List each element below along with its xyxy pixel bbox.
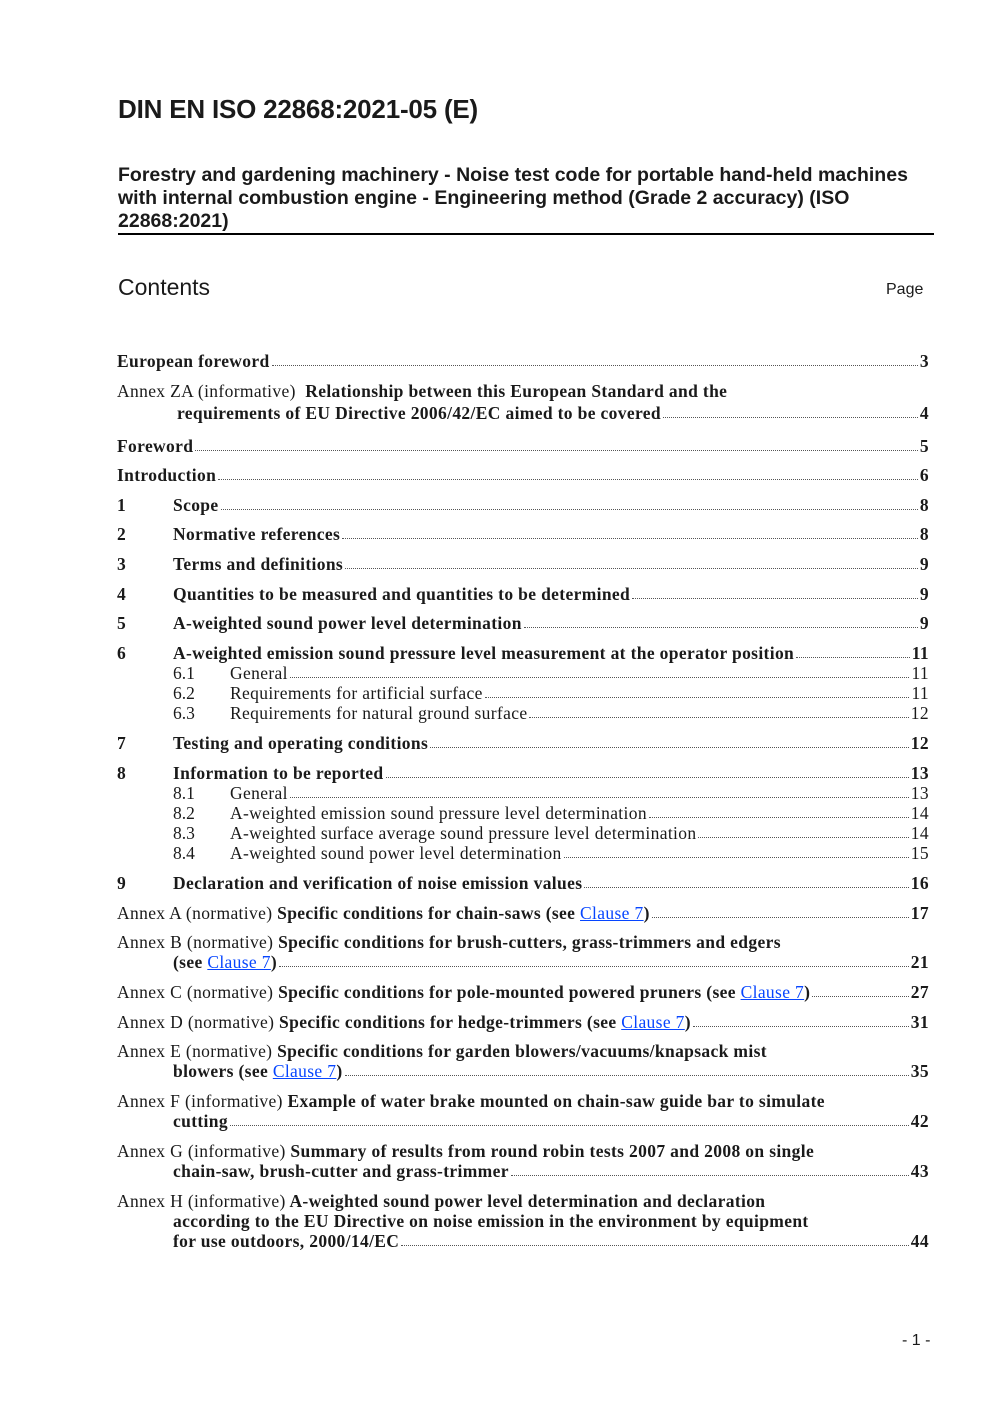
toc-entry-line[interactable] xyxy=(117,932,781,952)
toc-entry[interactable] xyxy=(173,554,929,574)
dot-leader xyxy=(279,966,909,967)
dot-leader xyxy=(529,717,908,718)
toc-page-number: 43 xyxy=(910,1161,929,1181)
dot-leader xyxy=(796,657,910,658)
toc-page-number: 21 xyxy=(910,952,929,972)
toc-entry[interactable] xyxy=(177,403,929,423)
toc-page-number: 14 xyxy=(910,803,929,823)
toc-entry[interactable] xyxy=(117,465,929,485)
toc-entry-text: Specific conditions for brush-cutters, grass-trimmers and edgers xyxy=(273,932,781,952)
toc-entry[interactable] xyxy=(230,703,929,723)
toc-page-number: 44 xyxy=(910,1231,929,1251)
toc-entry[interactable] xyxy=(230,823,929,843)
toc-page-number: 8 xyxy=(919,495,929,515)
toc-entry-text: A-weighted surface average sound pressure level determination xyxy=(230,823,697,843)
toc-page-number: 42 xyxy=(910,1111,929,1131)
toc-page-number: 8 xyxy=(919,524,929,544)
toc-entry-text: (informative) xyxy=(187,1141,286,1161)
dot-leader xyxy=(511,1175,909,1176)
toc-entry[interactable] xyxy=(173,524,929,544)
toc-entry-number: 6.1 xyxy=(173,663,195,683)
clause-link[interactable]: Clause 7 xyxy=(621,1012,685,1032)
toc-entry[interactable] xyxy=(230,683,929,703)
toc-page-number: 13 xyxy=(910,763,929,783)
toc-entry-text: ) xyxy=(684,1012,691,1032)
toc-page-number: 17 xyxy=(910,903,929,923)
dot-leader xyxy=(345,568,918,569)
toc-entry-text: Annex G xyxy=(117,1141,188,1161)
toc-entry-text: cutting xyxy=(173,1111,228,1131)
dot-leader xyxy=(693,1026,909,1027)
toc-entry-text: General xyxy=(230,783,288,803)
toc-entry-text: A-weighted emission sound pressure level determination xyxy=(230,803,647,823)
toc-entry-line[interactable] xyxy=(117,1041,767,1061)
clause-link[interactable]: Clause 7 xyxy=(272,1061,337,1081)
toc-entry[interactable] xyxy=(173,873,929,893)
toc-entry-text: A-weighted emission sound pressure level measurement at the operator position xyxy=(173,643,795,663)
toc-entry-text: Example of water brake mounted on chain-saw guide bar to simulate xyxy=(282,1091,825,1111)
toc-entry-text: Specific conditions for chain-saws (see xyxy=(272,903,581,923)
toc-page-number: 5 xyxy=(919,436,929,456)
toc-entry-text: Specific conditions for pole-mounted powered pruners (see xyxy=(273,982,741,1002)
dot-leader xyxy=(290,677,910,678)
toc-entry-text: according to the EU Directive on noise emission in the environment by equipment xyxy=(173,1211,809,1231)
toc-page-number: 15 xyxy=(910,843,929,863)
dot-leader xyxy=(230,1125,909,1126)
toc-entry-line[interactable] xyxy=(117,381,727,401)
toc-page-number: 16 xyxy=(910,873,929,893)
toc-entry-text: (informative) xyxy=(184,1091,283,1111)
toc-entry[interactable] xyxy=(117,351,929,371)
toc-entry-text: (normative) xyxy=(187,1012,275,1032)
toc-entry-text: European foreword xyxy=(117,351,270,371)
toc-entry-text: requirements of EU Directive 2006/42/EC aimed to be covered xyxy=(177,403,661,423)
dot-leader xyxy=(524,627,918,628)
toc-entry-text: chain-saw, brush-cutter and grass-trimmer xyxy=(173,1161,509,1181)
toc-entry-text: Annex A xyxy=(117,903,186,923)
toc-entry-number: 8.4 xyxy=(173,843,195,863)
toc-entry-text: Annex C xyxy=(117,982,187,1002)
toc-entry-text: ) xyxy=(804,982,811,1002)
toc-page-number: 31 xyxy=(910,1012,929,1032)
toc-page-number: 13 xyxy=(910,783,929,803)
toc-entry-line[interactable] xyxy=(117,1091,825,1111)
toc-entry-number: 4 xyxy=(117,584,126,604)
toc-page-number: 3 xyxy=(919,351,929,371)
toc-entry-number: 2 xyxy=(117,524,126,544)
toc-entry-text: Annex F xyxy=(117,1091,185,1111)
toc-entry-number: 8.3 xyxy=(173,823,195,843)
dot-leader xyxy=(652,917,909,918)
toc-page-number: 14 xyxy=(910,823,929,843)
clause-link[interactable]: Clause 7 xyxy=(207,952,271,972)
toc-entry[interactable] xyxy=(117,1012,929,1032)
dot-leader xyxy=(401,1245,909,1246)
dot-leader xyxy=(342,538,918,539)
toc-entry-text: Normative references xyxy=(173,524,341,544)
toc-entry-text: Annex ZA xyxy=(117,381,198,401)
toc-page-number: 35 xyxy=(910,1061,929,1081)
toc-entry-number: 8.1 xyxy=(173,783,195,803)
toc-entry-text: Annex H xyxy=(117,1191,188,1211)
toc-entry-number: 5 xyxy=(117,613,126,633)
toc-page-number: 11 xyxy=(911,683,929,703)
toc-page-number: 9 xyxy=(919,584,929,604)
toc-entry-text: (informative) xyxy=(187,1191,286,1211)
toc-page-number: 9 xyxy=(919,613,929,633)
title-divider xyxy=(118,233,934,235)
toc-entry-text: A-weighted sound power level determination and declaration xyxy=(285,1191,766,1211)
toc-entry-text: blowers (see xyxy=(173,1061,273,1081)
toc-entry[interactable] xyxy=(173,952,929,972)
toc-entry-text: (normative) xyxy=(186,932,274,952)
toc-entry[interactable] xyxy=(117,982,929,1002)
toc-entry-text: (informative) xyxy=(197,381,296,401)
toc-entry-text: A-weighted sound power level determination xyxy=(173,613,522,633)
toc-entry[interactable] xyxy=(173,763,929,783)
dot-leader xyxy=(430,747,909,748)
toc-entry[interactable] xyxy=(173,643,929,663)
dot-leader xyxy=(290,797,909,798)
toc-entry-text: (normative) xyxy=(185,1041,273,1061)
dot-leader xyxy=(564,857,909,858)
dot-leader xyxy=(649,817,909,818)
toc-page-number: 9 xyxy=(919,554,929,574)
toc-entry-number: 6.2 xyxy=(173,683,195,703)
toc-entry-text: General xyxy=(230,663,288,683)
dot-leader xyxy=(698,837,908,838)
toc-entry[interactable] xyxy=(173,1231,929,1251)
toc-entry-number: 7 xyxy=(117,733,126,753)
document-id: DIN EN ISO 22868:2021-05 (E) xyxy=(118,94,479,124)
toc-entry-number: 6.3 xyxy=(173,703,195,723)
page-column-label: Page xyxy=(886,281,924,298)
toc-entry-number: 8 xyxy=(117,763,126,783)
toc-entry[interactable] xyxy=(173,613,929,633)
toc-entry-text: Declaration and verification of noise emission values xyxy=(173,873,583,893)
toc-entry[interactable] xyxy=(173,495,929,515)
toc-entry-text: Testing and operating conditions xyxy=(173,733,429,753)
toc-page-number: 12 xyxy=(910,733,929,753)
dot-leader xyxy=(663,417,918,418)
dot-leader xyxy=(195,450,918,451)
clause-link[interactable]: Clause 7 xyxy=(580,903,644,923)
toc-entry-text: Information to be reported xyxy=(173,763,384,783)
toc-entry-number: 1 xyxy=(117,495,126,515)
document-title: Forestry and gardening machinery - Noise test code for portable hand-held machines with internal combustion engine - Engineering method (Grade 2 accuracy) (ISO 22868:2021) xyxy=(118,164,908,232)
dot-leader xyxy=(632,598,918,599)
toc-entry-text: (see xyxy=(173,952,208,972)
dot-leader xyxy=(812,996,908,997)
toc-entry-text: Foreword xyxy=(117,436,194,456)
toc-page-number: 11 xyxy=(911,663,929,683)
toc-entry-number: 3 xyxy=(117,554,126,574)
dot-leader xyxy=(218,479,918,480)
toc-page-number: 6 xyxy=(919,465,929,485)
dot-leader xyxy=(272,365,918,366)
toc-entry-line[interactable] xyxy=(117,1191,765,1211)
toc-page-number: 12 xyxy=(910,703,929,723)
contents-heading: Contents xyxy=(118,274,211,300)
toc-entry[interactable] xyxy=(230,803,929,823)
toc-entry-line[interactable] xyxy=(117,1141,814,1161)
toc-entry-text: Annex B xyxy=(117,932,187,952)
toc-entry-text: Specific conditions for hedge-trimmers (see xyxy=(274,1012,622,1032)
toc-entry[interactable] xyxy=(173,1061,929,1081)
toc-entry-text: Summary of results from round robin tests 2007 and 2008 on single xyxy=(285,1141,815,1161)
toc-entry-text: (normative) xyxy=(185,903,273,923)
toc-page-number: 11 xyxy=(911,643,929,663)
toc-entry-text: for use outdoors, 2000/14/EC xyxy=(173,1231,400,1251)
toc-entry[interactable] xyxy=(173,733,929,753)
toc-entry-text: Requirements for natural ground surface xyxy=(230,703,528,723)
toc-entry-text: A-weighted sound power level determination xyxy=(230,843,562,863)
toc-entry-text: (normative) xyxy=(186,982,274,1002)
toc-entry-text: Scope xyxy=(173,495,219,515)
toc-entry[interactable] xyxy=(117,436,929,456)
toc-entry-text: ) xyxy=(643,903,650,923)
toc-entry-text: Relationship between this European Standard and the xyxy=(295,381,728,401)
toc-entry-text: Introduction xyxy=(117,465,217,485)
toc-entry-number: 8.2 xyxy=(173,803,195,823)
clause-link[interactable]: Clause 7 xyxy=(740,982,805,1002)
toc-entry[interactable] xyxy=(173,1161,929,1181)
toc-entry-text: Specific conditions for garden blowers/vacuums/knapsack mist xyxy=(272,1041,767,1061)
toc-entry-line[interactable] xyxy=(173,1211,809,1231)
toc-page-number: 4 xyxy=(919,403,929,423)
toc-entry-text: Requirements for artificial surface xyxy=(230,683,483,703)
toc-entry[interactable] xyxy=(173,1111,929,1131)
toc-entry-text: Quantities to be measured and quantities to be determined xyxy=(173,584,631,604)
toc-entry-text: ) xyxy=(336,1061,343,1081)
toc-entry[interactable] xyxy=(230,783,929,803)
toc-entry[interactable] xyxy=(230,663,929,683)
toc-entry-text: ) xyxy=(270,952,278,972)
page-number: - 1 - xyxy=(902,1332,931,1349)
toc-entry-text: Annex D xyxy=(117,1012,188,1032)
toc-entry[interactable] xyxy=(117,903,929,923)
toc-entry-text: Annex E xyxy=(117,1041,186,1061)
toc-entry[interactable] xyxy=(230,843,929,863)
toc-entry-number: 6 xyxy=(117,643,126,663)
dot-leader xyxy=(345,1075,909,1076)
dot-leader xyxy=(386,777,909,778)
toc-entry-number: 9 xyxy=(117,873,126,893)
dot-leader xyxy=(584,887,908,888)
toc-entry-text: Terms and definitions xyxy=(173,554,344,574)
toc-entry[interactable] xyxy=(173,584,929,604)
dot-leader xyxy=(221,509,918,510)
toc-page-number: 27 xyxy=(910,982,929,1002)
dot-leader xyxy=(485,697,910,698)
